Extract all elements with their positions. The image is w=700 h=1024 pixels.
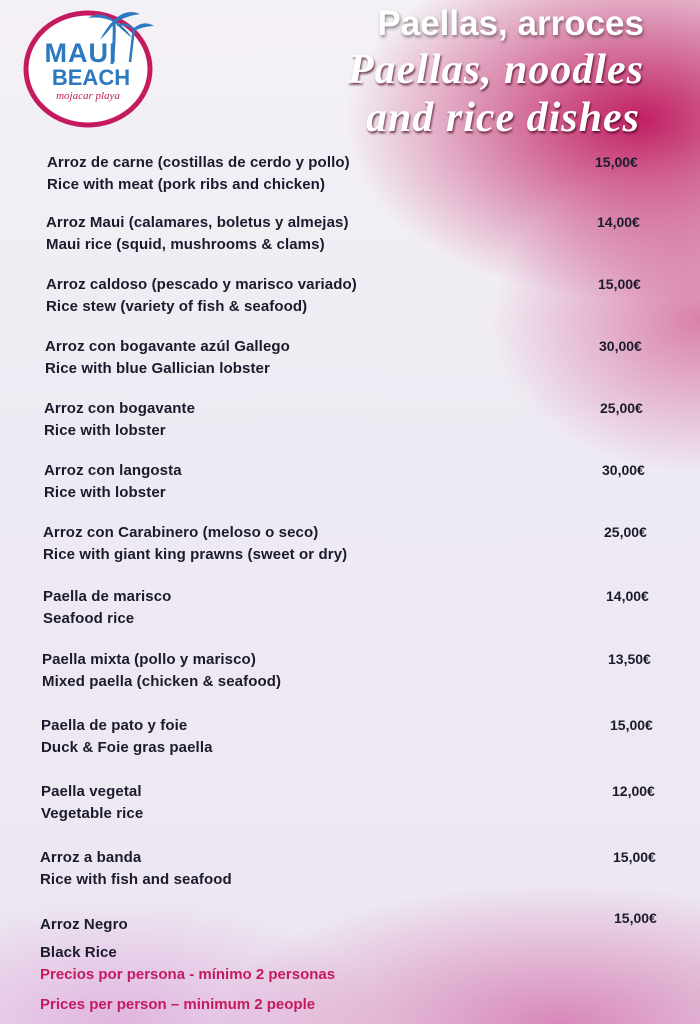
dish-price: 15,00€ [613, 849, 656, 865]
dish-name-es: Paella de pato y foie [41, 717, 188, 734]
dish-name-es: Arroz Maui (calamares, boletus y almejas) [46, 214, 349, 231]
dish-price: 15,00€ [614, 910, 657, 926]
logo-text-maui: MAUI [44, 38, 118, 68]
dish-price: 14,00€ [606, 588, 649, 604]
dish-name-en: Rice with meat (pork ribs and chicken) [47, 176, 326, 193]
dish-name-en: Seafood rice [43, 610, 135, 627]
dish-price: 15,00€ [610, 717, 653, 733]
price-note-es: Precios por persona - mínimo 2 personas [40, 966, 336, 983]
dish-name-es: Arroz con Carabinero (meloso o seco) [43, 524, 319, 541]
dish-name-en: Duck & Foie gras paella [41, 739, 213, 756]
dish-name-es: Arroz a banda [40, 849, 142, 866]
dish-price: 30,00€ [602, 462, 645, 478]
dish-price: 25,00€ [600, 400, 643, 416]
dish-name-es: Paella de marisco [43, 588, 172, 605]
logo [20, 6, 156, 128]
dish-name-es: Paella vegetal [41, 783, 142, 800]
dish-name-en: Mixed paella (chicken & seafood) [42, 673, 282, 690]
title-english-line1: Paellas, noodles [348, 47, 644, 93]
dish-name-es: Arroz Negro [40, 916, 128, 933]
dish-name-es: Arroz caldoso (pescado y marisco variado) [46, 276, 357, 293]
dish-name-en: Rice stew (variety of fish & seafood) [46, 298, 308, 315]
price-note-en: Prices per person – minimum 2 people [40, 996, 316, 1013]
dish-name-en: Rice with blue Gallician lobster [45, 360, 270, 377]
dish-name-en: Black Rice [40, 944, 117, 961]
dish-name-en: Rice with fish and seafood [40, 871, 232, 888]
dish-price: 13,50€ [608, 651, 651, 667]
dish-name-en: Rice with giant king prawns (sweet or dry) [43, 546, 348, 563]
dish-name-es: Arroz con bogavante azúl Gallego [45, 338, 290, 355]
page-title [348, 0, 644, 142]
dish-price: 25,00€ [604, 524, 647, 540]
logo-tagline: mojacar playa [56, 90, 120, 102]
dish-name-en: Maui rice (squid, mushrooms & clams) [46, 236, 325, 253]
dish-price: 30,00€ [599, 338, 642, 354]
logo-text-beach: BEACH [51, 65, 131, 90]
dish-name-en: Rice with lobster [44, 422, 166, 439]
dish-name-en: Vegetable rice [41, 805, 144, 822]
dish-name-es: Arroz con langosta [44, 462, 182, 479]
dish-name-es: Arroz con bogavante [44, 400, 196, 417]
dish-price: 14,00€ [597, 214, 640, 230]
dish-name-es: Paella mixta (pollo y marisco) [42, 651, 256, 668]
dish-price: 15,00€ [598, 276, 641, 292]
dish-price: 12,00€ [612, 783, 655, 799]
dish-name-es: Arroz de carne (costillas de cerdo y pollo) [47, 154, 350, 171]
title-spanish: Paellas, arroces [377, 4, 644, 43]
title-english-line2: and rice dishes [365, 95, 640, 141]
dish-price: 15,00€ [595, 154, 638, 170]
dish-name-en: Rice with lobster [44, 484, 166, 501]
